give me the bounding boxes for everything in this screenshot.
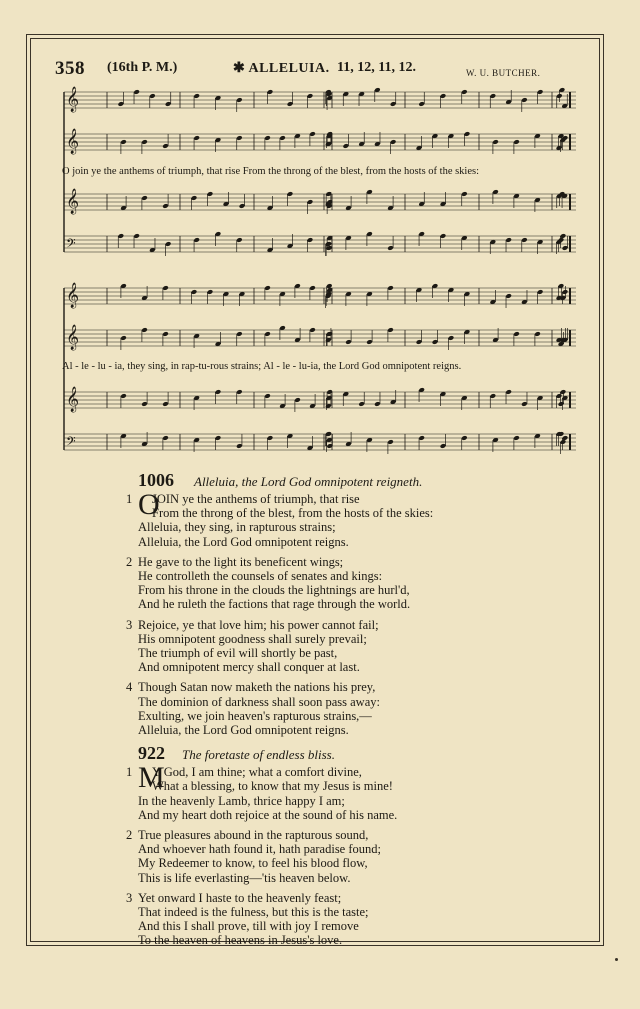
stanza-line: This is life everlasting—'tis heaven below. xyxy=(138,870,351,885)
stanza-line: Exulting, we join heaven's rapturous strains,— xyxy=(138,708,372,723)
stanza-line: Though Satan now maketh the nations his prey, xyxy=(138,680,376,695)
stanza-line: Rejoice, ye that love him; his power cannot fail; xyxy=(138,617,379,632)
treble-clef: 𝄞 xyxy=(66,129,80,154)
staff xyxy=(64,128,576,154)
staff xyxy=(64,386,576,412)
stanza-number: 1 xyxy=(126,492,133,506)
hymn-heading xyxy=(126,743,526,765)
stanza-number: 4 xyxy=(126,680,133,695)
stanza xyxy=(126,618,526,675)
stanza-line: True pleasures abound in the rapturous sound, xyxy=(138,828,369,843)
stanza-number: 3 xyxy=(126,617,133,632)
stanza-line: In the heavenly Lamb, thrice happy I am; xyxy=(138,793,345,808)
stanza-line: The triumph of evil will shortly be past, xyxy=(138,646,338,661)
stanza-line: And this I shall prove, till with joy I remove xyxy=(138,919,359,934)
stanza-line: Alleluia, the Lord God omnipotent reigns. xyxy=(138,723,349,738)
hymn-922 xyxy=(126,743,526,947)
staff xyxy=(64,282,576,308)
stanza-number: 2 xyxy=(126,554,133,569)
stanza-line: From the throng of the blest, from the hosts of the skies: xyxy=(152,506,434,521)
stanza-line: That indeed is the fulness, but this is the taste; xyxy=(138,905,369,920)
hymn-caption: Alleluia, the Lord God omnipotent reigneth. xyxy=(194,474,423,489)
meter-label: (16th P. M.) xyxy=(107,60,178,75)
stanza-line: He gave to the light its beneficent wings; xyxy=(138,554,344,569)
page-header xyxy=(55,58,545,80)
stanza xyxy=(126,761,526,822)
bass-clef: 𝄢 xyxy=(66,236,76,254)
treble-clef: 𝄞 xyxy=(66,283,80,308)
hymn-texts xyxy=(126,468,526,954)
hymn-number: 1006 xyxy=(138,470,174,490)
staff xyxy=(64,188,576,214)
stanza-line: From his throne in the clouds the lightnings are hurl'd, xyxy=(138,583,410,598)
stanza-line: And omnipotent mercy shall conquer at last. xyxy=(138,660,360,675)
stanza-line: My Redeemer to know, to feel his blood flow, xyxy=(138,856,368,871)
stanza xyxy=(126,488,526,549)
tune-meter: 11, 12, 11, 12. xyxy=(337,60,416,75)
composer: W. U. BUTCHER. xyxy=(466,68,541,78)
treble-clef: 𝄞 xyxy=(66,387,80,412)
stanza-line: And whoever hath found it, hath paradise found; xyxy=(138,842,381,857)
staff xyxy=(64,324,576,350)
staff xyxy=(64,431,576,454)
hymn-1006 xyxy=(126,470,526,737)
stanza xyxy=(126,891,526,948)
treble-clef: 𝄞 xyxy=(66,325,80,350)
hymn-heading xyxy=(126,470,526,492)
lyrics-line-2: Al - le - lu - ia, they sing, in rap-tu-rous strains; Al - le - lu-ia, the Lord God omnipotent reigns. xyxy=(62,361,462,372)
drop-cap: M xyxy=(138,761,165,795)
treble-clef: 𝄞 xyxy=(66,189,80,214)
treble-clef: 𝄞 xyxy=(66,87,80,112)
tune-title: ✱ ALLELUIA. xyxy=(233,61,330,76)
page-number: 358 xyxy=(55,58,85,79)
hymn-number: 922 xyxy=(138,743,165,764)
stanza-number: 3 xyxy=(126,890,133,905)
stanza-line: To the heaven of heavens in Jesus's love. xyxy=(138,933,343,948)
drop-cap: O xyxy=(138,488,160,521)
stanza xyxy=(126,828,526,885)
stanza-line: Y God, I am thine; what a comfort divine, xyxy=(152,765,362,780)
stanza-line: What a blessing, to know that my Jesus is mine! xyxy=(152,779,393,794)
stanza-line: He controlleth the counsels of senates and kings: xyxy=(138,569,383,584)
page-mark xyxy=(615,958,618,961)
stanza-line: The dominion of darkness shall soon pass away: xyxy=(138,694,380,709)
staff xyxy=(64,86,576,112)
stanza-line: Yet onward I haste to the heavenly feast; xyxy=(138,890,342,905)
stanza-line: Alleluia, they sing, in rapturous strains; xyxy=(138,520,336,535)
stanza-number: 1 xyxy=(126,765,133,780)
hymn-caption: The foretaste of endless bliss. xyxy=(182,747,335,763)
bass-clef: 𝄢 xyxy=(66,434,76,452)
stanza-line: Alleluia, the Lord God omnipotent reigns. xyxy=(138,534,349,549)
stanza xyxy=(126,680,526,737)
stanza-line: His omnipotent goodness shall surely prevail; xyxy=(138,631,367,646)
staff xyxy=(64,231,576,256)
stanza-line: JOIN ye the anthems of triumph, that rise xyxy=(152,492,360,506)
stanza-line: And my heart doth rejoice at the sound of his name. xyxy=(138,807,398,822)
stanza-line: And he ruleth the factions that rage through the world. xyxy=(138,597,411,612)
lyrics-line-1: O join ye the anthems of triumph, that rise From the throng of the blest, from the hosts of the skies: xyxy=(62,166,480,177)
stanza-number: 2 xyxy=(126,828,133,843)
stanza xyxy=(126,555,526,612)
